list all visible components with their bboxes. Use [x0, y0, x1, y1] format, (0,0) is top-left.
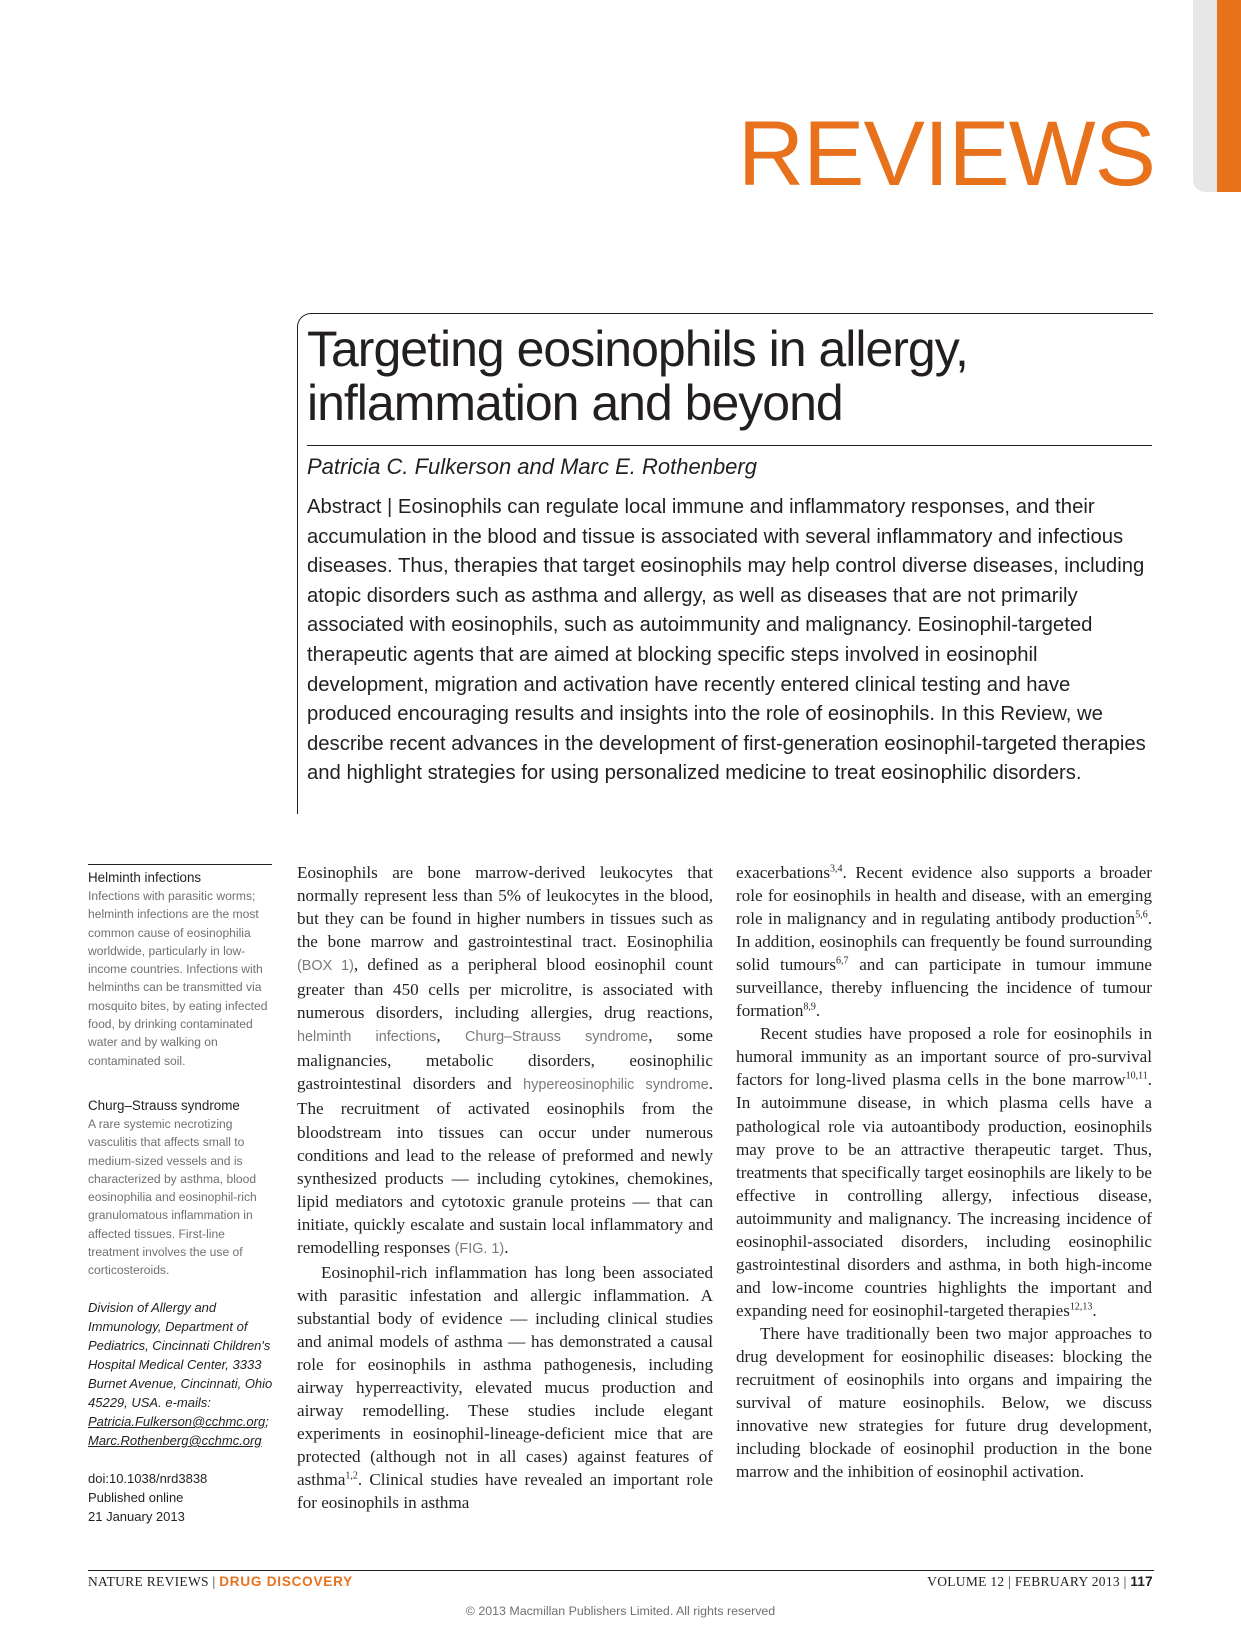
email-link-rothenberg[interactable]: Marc.Rothenberg@cchmc.org	[88, 1433, 262, 1448]
email-separator: ;	[265, 1414, 269, 1429]
glossary-entry-helminth	[88, 869, 278, 1070]
separator: |	[1123, 1574, 1127, 1589]
sidebar-rule	[88, 864, 272, 865]
glossary-link-hypereosinophilic[interactable]: hypereosinophilic syndrome	[523, 1077, 709, 1094]
doi[interactable]: doi:10.1038/nrd3838	[88, 1471, 208, 1486]
text: Eosinophils are bone marrow-derived leukocytes that normally represent less than 5% of leukocytes in the blood, but they can be found in higher numbers in tissues such as the bone marrow and gastrointestinal tract. Eosinophilia	[297, 863, 713, 952]
abstract: Abstract | Eosinophils can regulate local immune and inflammatory responses, and their accumulation in the blood and tissue is associated with several inflammatory and infectious diseases. Thus, therapies that target eosinophils may help control diverse diseases, including atopic disorders such as asthma and allergy, as well as diseases that are not primarily associated with eosinophils, such as autoimmunity and malignancy. Eosinophil-targeted therapeutic agents that are aimed at blocking specific steps involved in eosinophil development, migration and activation have recently entered clinical testing and have produced encouraging results and insights into the role of eosinophils. In this Review, we describe recent advances in the development of first-generation eosinophil-targeted therapies and highlight strategies for using personalized medicine to treat eosinophilic disorders.	[307, 496, 1146, 785]
text: Eosinophil-rich inflammation has long been associated with parasitic infestation and allergic inflammation. A substantial body of evidence — including clinical studies and animal models of asthma — has demonstrated a causal role for eosinophils in asthma pathogenesis, including airway hyperreactivity, elevated mucus production and airway remodelling. These studies include elegant experiments in eosinophil-lineage-deficient mice that are protected (although not in all cases) against features of asthma	[297, 1262, 713, 1490]
citation[interactable]: 10,11	[1125, 1070, 1148, 1082]
article-title-line1: Targeting eosinophils in allergy,	[307, 321, 968, 377]
text: , defined as a peripheral blood eosinophil count greater than 450 cells per microlitre, is associated with numerous disorders, including allergies, drug reactions,	[297, 955, 713, 1023]
paragraph	[736, 1022, 1152, 1322]
citation[interactable]: 3,4	[829, 863, 843, 875]
text: exacerbations	[736, 863, 830, 882]
text: .	[1092, 1300, 1097, 1320]
issue-date: FEBRUARY 2013	[1014, 1574, 1120, 1589]
glossary-term: Helminth infections	[88, 870, 202, 885]
journal-section: DRUG DISCOVERY	[219, 1574, 353, 1589]
separator: |	[1008, 1574, 1012, 1589]
footer-journal	[88, 1574, 353, 1590]
citation[interactable]: 8,9	[803, 1001, 816, 1013]
text: Recent studies have proposed a role for eosinophils in humoral immunity as an important source of pro-survival factors for long-lived plasma cells in the bone marrow	[736, 1024, 1152, 1090]
volume: VOLUME 12	[927, 1574, 1005, 1589]
paragraph	[736, 861, 1152, 1022]
header-tab-orange	[1217, 0, 1241, 192]
text: . In addition, eosinophils can frequently be found surrounding solid tumours	[736, 909, 1152, 975]
citation[interactable]: 5,6	[1135, 909, 1148, 921]
text: ,	[436, 1026, 465, 1046]
body-column-1	[297, 861, 713, 1514]
copyright: © 2013 Macmillan Publishers Limited. All rights reserved	[465, 1604, 776, 1618]
publication-info	[88, 1469, 278, 1526]
text: . Recent evidence also supports a broader role for eosinophils in health and disease, with an emerging role in malignancy and in regulating antibody production	[736, 863, 1152, 929]
body-column-2	[736, 861, 1152, 1483]
journal-name: NATURE REVIEWS	[88, 1574, 209, 1589]
figure-reference[interactable]: (FIG. 1)	[454, 1240, 505, 1257]
citation[interactable]: 6,7	[836, 955, 849, 967]
paragraph: There have traditionally been two major approaches to drug development for eosinophilic diseases: blocking the recruitment of eosinophils into organs and impairing the survival of mature eosinophils. Below, we discuss innovative new strategies for future drug development, including blockade of eosinophil production in the bone marrow and the inhibition of eosinophil activation.	[736, 1323, 1152, 1482]
page-number: 117	[1130, 1574, 1153, 1589]
affiliation-text: Division of Allergy and Immunology, Department of Pediatrics, Cincinnati Children's Hospital Medical Center, 3333 Burnet Avenue, Cincinnati, Ohio 45229, USA.	[88, 1300, 273, 1410]
authors: Patricia C. Fulkerson and Marc E. Rothenberg	[307, 454, 757, 479]
glossary-definition: A rare systemic necrotizing vasculitis that affects small to medium-sized vessels and is characterized by asthma, blood eosinophilia and eosinophil-rich granulomatous inflammation in affected tissues. First-line treatment involves the use of corticosteroids.	[88, 1117, 257, 1278]
article-title	[307, 322, 1147, 430]
text: .	[815, 1001, 821, 1021]
published-date: 21 January 2013	[88, 1509, 185, 1524]
separator: |	[212, 1574, 216, 1589]
footer-rule	[88, 1570, 1154, 1571]
section-label: REVIEWS	[737, 103, 1155, 205]
email-link-fulkerson[interactable]: Patricia.Fulkerson@cchmc.org	[88, 1414, 266, 1429]
glossary-link-helminth[interactable]: helminth infections	[297, 1029, 437, 1046]
text: .	[504, 1237, 509, 1257]
citation[interactable]: 12,13	[1069, 1301, 1093, 1313]
article-title-line2: inflammation and beyond	[307, 375, 843, 431]
paragraph	[297, 861, 713, 1261]
text: , some malignancies, metabolic disorders, eosinophilic gastrointestinal disorders and	[297, 1026, 714, 1094]
footer-issue	[927, 1574, 1153, 1590]
glossary-definition: Infections with parasitic worms; helminth infections are the most common cause of eosinophilia worldwide, particularly in low-income countries. Infections with helminths can be transmitted via mosquito bites, by eating infected food, by drinking contaminated water and by walking on contaminated soil.	[88, 889, 268, 1068]
paragraph	[297, 1261, 713, 1515]
citation[interactable]: 1,2	[345, 1470, 358, 1482]
emails-label: e-mails:	[165, 1395, 211, 1410]
text: and can participate in tumour immune surveillance, thereby influencing the incidence of tumour formation	[736, 955, 1152, 1021]
text: . In autoimmune disease, in which plasma cells have a pathological role via autoantibody production, eosinophils may prove to be an attractive therapeutic target. Thus, treatments that specifically target eosinophils are likely to be effective in controlling allergy, infectious disease, autoimmunity and malignancy. The increasing incidence of eosinophil-associated disorders, including eosinophilic gastrointestinal disorders and asthma, in both high-income and low-income countries highlights the important and expanding need for eosinophil-targeted therapies	[736, 1070, 1152, 1320]
box-reference[interactable]: (BOX 1)	[297, 958, 354, 975]
glossary-entry-churg-strauss	[88, 1097, 278, 1280]
title-rule	[307, 445, 1152, 446]
author-affiliation	[88, 1298, 278, 1450]
published-label: Published online	[88, 1490, 184, 1505]
text: . Clinical studies have revealed an important role for eosinophils in asthma	[297, 1470, 713, 1513]
glossary-term: Churg–Strauss syndrome	[88, 1098, 240, 1113]
text: . The recruitment of activated eosinophils from the bloodstream into tissues can occur under numerous conditions and lead to the release of preformed and newly synthesized products — including cytokines, chemokines, lipid mediators and cytotoxic granule proteins — that can initiate, quickly escalate and sustain local inflammatory and remodelling responses	[297, 1074, 713, 1257]
glossary-link-churg-strauss[interactable]: Churg–Strauss syndrome	[464, 1029, 649, 1046]
